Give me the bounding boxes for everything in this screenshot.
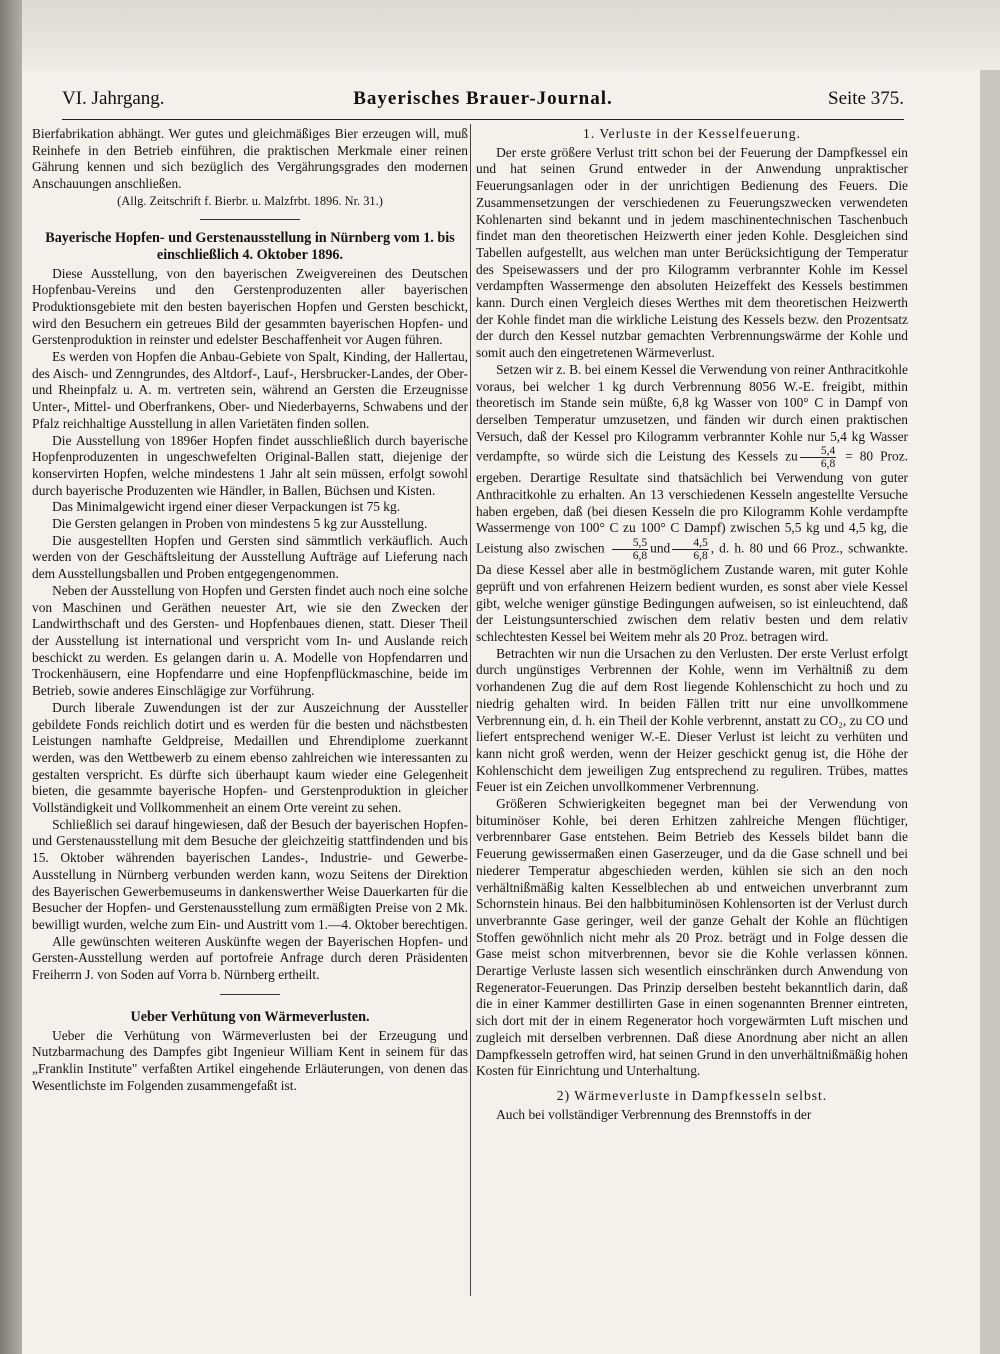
page-top-margin xyxy=(22,0,1000,70)
page-number: Seite 375. xyxy=(828,88,904,109)
fraction xyxy=(800,445,836,470)
fraction-numerator: 5,5 xyxy=(612,537,648,550)
article-title-heat-loss: Ueber Verhütung von Wärmeverlusten. xyxy=(130,1008,370,1025)
section-title-boiler-firing: 1. Verluste in der Kesselfeuerung. xyxy=(583,126,801,141)
article-paragraph: Diese Ausstellung, von den bayerischen Zweigvereinen des Deutschen Hopfenbau-Vereins und den Gerstenproduzenten aller bayerischen Produktionsgebiete mit den besten bayerischen Hopfen und Gersten beschickt, wird den Besuchern ein getreues Bild der gesammten bayerischen Hopfen- und Gerstenproduktion in reinster und edelster Beschaffenheit vor Augen führen. xyxy=(32,265,468,348)
fraction-denominator: 6,8 xyxy=(693,550,708,563)
section-title-boiler-losses: 2) Wärmeverluste in Dampfkesseln selbst. xyxy=(556,1087,828,1103)
article-paragraph: Schließlich sei darauf hingewiesen, daß der Besuch der bayerischen Hopfen- und Gerstenausstellung mit dem Besuche der gleichzeitig stattfindenden und bis 15. Oktober währenden bayerischen Landes-, Industrie- und Gewerbe-Ausstellung in Nürnberg verbunden werden kann, wozu Seitens der Direktion des Bayerischen Gewerbemuseums in dankenswerther Weise Dauerkarten für die Besucher der Hopfen- und Gerstenausstellung zum ermäßigten Preise von 2 Mk. bewilligt wurden, welche zum Ein- und Austritt vom 1.—4. Oktober berechtigen. xyxy=(32,816,468,932)
article-paragraph: Die Gersten gelangen in Proben von mindestens 5 kg zur Ausstellung. xyxy=(52,516,428,532)
paragraph-text: Setzen wir z. B. bei einem Kessel die Verwendung von reiner Anthracitkohle voraus, bei welcher 1 kg durch Verbrennung 8056 W.-E. freigibt, mithin theoretisch im Stande sein müßte, 6,8 kg Wasser von 100° C in Dampf von derselben Temperatur umzusetzen, und fänden wir durch einen praktischen Versuch, daß der Kessel pro Kilogramm verbrannter Kohle nur 5,4 kg Wasser verdampfte, so würde sich die Leistung des Kessels zu xyxy=(476,361,908,464)
article-paragraph: Neben der Ausstellung von Hopfen und Gersten findet auch noch eine solche von Maschinen und Geräthen neuester Art, wie sie den Zwecken der Landwirthschaft und des Gersten- und Hopfenbaues dienen, statt. Dieser Theil der Ausstellung ist international und verspricht vom In- und Auslande reich beschickt zu werden. Es gelangen darin u. A. Modelle von Hopfendarren und Trockenhäusern, eine Hopfendarre und eine Hopfenpflückmaschine, beide im Betrieb, sowie anderes Einschlägige zur Vorführung. xyxy=(32,582,468,699)
fraction-denominator: 6,8 xyxy=(632,550,648,563)
fraction-denominator: 6,8 xyxy=(820,458,836,471)
article-title-hop-exhibition: Bayerische Hopfen- und Gerstenausstellung in Nürnberg vom 1. bis einschließlich 4. Oktober 1896. xyxy=(45,229,455,263)
paragraph-text: d. h. 80 und 66 Proz., schwankte. Da diese Kessel aber alle in bestmöglichem Zustande waren, mit guter Kohle geprüft und von erfahrenen Heizern bedient wurden, es sonst aber viele Kessel gibt, welche weniger günstige Bedingungen aufweisen, so ist einleuchtend, daß der Leistungsunterschied zwischen dem relativ besten und dem relativ schlechtesten Kessel bei Weitem mehr als 20 Proz. betragen wird. xyxy=(476,540,908,644)
article-paragraph: Betrachten wir nun die Ursachen zu den Verlusten. Der erste Verlust erfolgt durch ungünstiges Verbrennen der Kohle, wenn im Verhältniß zu dem vorhandenen Zug die auf dem Rost liegende Kohlenschicht zu hoch und zu niedrig gehalten wird. In beiden Fällen tritt nur eine unvollkommene Verbrennung ein, d. h. ein Theil der Kohle verbrennt, anstatt zu CO₂, zu CO und liefert entsprechend weniger W.-E. Dieser Verlust ist leicht zu verhüten und kann nicht groß werden, wenn der Heizer geschickt genug ist, die Höhe der Kohlenschicht dem jeweiligen Zug entsprechend zu reguliren. Trübes, mattes Feuer ist ein Zeichen unvollkommener Verbrennung. xyxy=(476,645,908,795)
right-column xyxy=(476,126,908,1123)
book-spine xyxy=(0,0,22,1354)
intro-citation: (Allg. Zeitschrift f. Bierbr. u. Malzfrbt. 1896. Nr. 31.) xyxy=(117,193,383,208)
volume-label: VI. Jahrgang. xyxy=(62,88,165,109)
article-divider xyxy=(200,219,300,220)
article-paragraph: Alle gewünschten weiteren Auskünfte wegen der Bayerischen Hopfen- und Gersten-Ausstellung werden auf portofreie Anfrage durch deren Präsidenten Freiherrn J. von Soden auf Vorra b. Nürnberg ertheilt. xyxy=(32,933,468,983)
paragraph-text: = 80 Proz. ergeben. Derartige Resultate sind thatsächlich bei Verwendung von guter Anthracitkohle zu erhalten. An 13 verschiedenen Kesseln angestellte Versuche haben ergeben, daß (bei diesen Kesseln die pro Kilogramm Kohle verdampfte Wassermenge von 100° C zu 100° C Dampf) zwischen 5,5 kg und 4,5 kg, die Leistung also zwischen xyxy=(476,448,908,556)
article-end-rule xyxy=(220,994,280,995)
left-column xyxy=(32,126,468,1095)
page-header xyxy=(62,88,904,118)
paragraph-text: und xyxy=(650,540,671,556)
fraction xyxy=(612,537,648,562)
article-paragraph: Durch liberale Zuwendungen ist der zur Auszeichnung der Aussteller gebildete Fonds reichlich dotirt und es werden für die besten und nächstbesten Leistungen namhafte Geldpreise, Medaillen und Ehrendiplome zuerkannt werden, was den Wettbewerb zu einem ebenso zahlreichen wie interessanten zu gestalten verspricht. Es dürfte sich überhaupt kaum wieder eine Gelegenheit bieten, die gesammte bayerische Hopfen- und Gerstenproduktion in gleicher Vollständigkeit und Vollkommenheit an einem Orte vereint zu sehen. xyxy=(32,699,468,816)
intro-paragraph: Bierfabrikation abhängt. Wer gutes und gleichmäßiges Bier erzeugen will, muß Reinhefe in den Betrieb einführen, die praktischen Merkmale einer reinen Gährung kennen und sich bezüglich des Vergährungsgrades den modernen Anschauungen anschließen. xyxy=(32,126,468,192)
article-paragraph: Größeren Schwierigkeiten begegnet man bei der Verwendung von bituminöser Kohle, bei deren Erhitzen zahlreiche Mengen flüchtiger, verbrennbarer Gase entstehen. Beim Betrieb des Kessels bildet bann die Feuerung gewissermaßen einen Gaserzeuger, und da die Gase schnell und bei niederer Temperatur abgeschieden werden, kühlen sie sich an den noch verhältnißmäßig kalten Kesselblechen ab und entweichen unverbrannt zum Schornstein hinaus. Bei den halbbituminösen Kohlensorten ist der Verlust durch unverbrannte Gase geringer, weil der ganze Gehalt der Kohle an flüchtigen Stoffen gewöhnlich nicht mehr als 20 Proz. beträgt und in Folge dessen die Gase meist schon mitverbrennen, bevor sie die Kohle verlassen können. Derartige Verluste lassen sich wesentlich einschränken durch Anwendung von Regenerator-Feuerungen. Das Prinzip derselben besteht bekanntlich darin, daß die in einer Kammer destillirten Gase in einen sogenannten Brenner eintreten, sich dort mit der in einem Regenerator hoch vorgewärmten Luft mischen und zugleich mit derselben verbrennen. Daß diese Anordnung aber nicht an allen Dampfkesseln getroffen wird, hat seinen Grund in den unverhältnißmäßig hohen Kosten für Einrichtung und Unterhaltung. xyxy=(476,796,908,1079)
fraction-numerator: 5,4 xyxy=(800,445,836,458)
fraction xyxy=(672,537,708,562)
article-paragraph: Das Minimalgewicht irgend einer dieser Verpackungen ist 75 kg. xyxy=(52,499,401,515)
article-paragraph: Es werden von Hopfen die Anbau-Gebiete von Spalt, Kinding, der Hallertau, des Aisch- und Zenngrundes, des Altdorf-, Lauf-, Hersbrucker-Landes, der Ober- und Rheinpfalz u. A. m. vertreten sein, während an Gersten die Erzeugnisse Unter-, Mittel- und Oberfrankens, Ober- und Niederbayerns, Schwabens und der Pfalz reichhaltige Ausstellung in allen Varietäten finden sollen. xyxy=(32,349,468,431)
journal-title: Bayerisches Brauer-Journal. xyxy=(353,88,613,109)
article-paragraph: Die Ausstellung von 1896er Hopfen findet ausschließlich durch bayerische Hopfenproduzenten in ungeschwefelten Original-Ballen statt, diejenige der konservirten Hopfen, welche mindestens 1 Jahr alt sein müssen, erfolgt sowohl durch bayerische Produzenten wie Händler, in Ballen, Büchsen und Kisten. xyxy=(32,432,468,498)
article-paragraph: Ueber die Verhütung von Wärmeverlusten bei der Erzeugung und Nutzbarmachung des Dampfes gibt Ingenieur William Kent in seinem für das „Franklin Institute" verfaßten Artikel eingehende Erläuterungen, von denen das Wesentlichste im Folgenden zusammengefaßt ist. xyxy=(32,1027,468,1093)
fraction-numerator: 4,5 xyxy=(672,537,708,550)
article-paragraph: Der erste größere Verlust tritt schon bei der Feuerung der Dampfkessel ein und hat seinen Grund entweder in der Anwendung unpraktischer Feuerungsanlagen oder in der unrichtigen Bedienung des Feuers. Die Zusammensetzungen der verschiedenen zu Feuerungszwecken verwendeten Kohlenarten sind bekannt und in jedem maschinentechnischen Taschenbuch findet man den theoretischen Heizwerth einer jeden Kohle. Desgleichen sind Tabellen aufgestellt, aus welchen man unter Berücksichtigung der Temperatur des Speisewassers und der pro Kilogramm verbrannter Kohle im Kessel verdampften Wassermenge den absoluten Heizeffekt des Kessels bestimmen kann. Durch einen Vergleich dieses Werthes mit dem theoretischen Heizwerth der Kohle findet man die wirkliche Leistung des Kessels bezw. den Prozentsatz der durch den Kessel nutzbar gemachten Verbrennungswärme der Kohle und somit auch den eingetretenen Wärmeverlust. xyxy=(476,144,908,361)
article-paragraph: Die ausgestellten Hopfen und Gersten sind sämmtlich verkäuflich. Auch werden von der Geschäftsleitung der Ausstellung Aufträge auf Lieferung nach dem Ausstellungsballen und Proben entgegengenommen. xyxy=(32,532,468,582)
column-separator xyxy=(470,124,471,1296)
article-paragraph-with-formula: Setzen wir z. B. bei einem Kessel die Verwendung von reiner Anthracitkohle voraus, bei welcher 1 kg durch Verbrennung 8056 W.-E. freigibt, mithin theoretisch im Stande sein müßte, 6,8 kg Wasser von 100° C in Dampf von derselben Temperatur umzusetzen, und fänden wir durch einen praktischen Versuch, daß der Kessel pro Kilogramm verbrannter Kohle nur 5,4 kg Wasser verdampfte, so würde sich die Leistung des Kessels zu $\frac{5,4}{6,8}$ = 80 Proz. ergeben. Derartige Resultate sind thatsächlich bei Verwendung von guter Anthracitkohle zu erhalten. An 13 verschiedenen Kesseln angestellte Versuche haben ergeben, daß (bei diesen Kesseln die pro Kilogramm Kohle verdampfte Wassermenge von 100° C zu 100° C Dampf) zwischen 5,5 kg und 4,5 kg, die Leistung also zwischen $\frac{5,5}{6,8}$ und $\frac{4,5}{6,8}$ , d. h. 80 und 66 Proz., schwankte. Da diese Kessel aber alle in bestmöglichem Zustande waren, mit guter Kohle geprüft und von erfahrenen Heizern bedient wurden, es sonst aber viele Kessel gibt, welche weniger günstige Bedingungen aufweisen, so ist einleuchtend, daß der Leistungsunterschied zwischen dem relativ besten und dem relativ schlechtesten Kessel bei Weitem mehr als 20 Proz. betragen wird. xyxy=(476,361,908,644)
header-rule xyxy=(62,119,904,120)
article-paragraph: Auch bei vollständiger Verbrennung des Brennstoffs in der xyxy=(496,1106,812,1122)
